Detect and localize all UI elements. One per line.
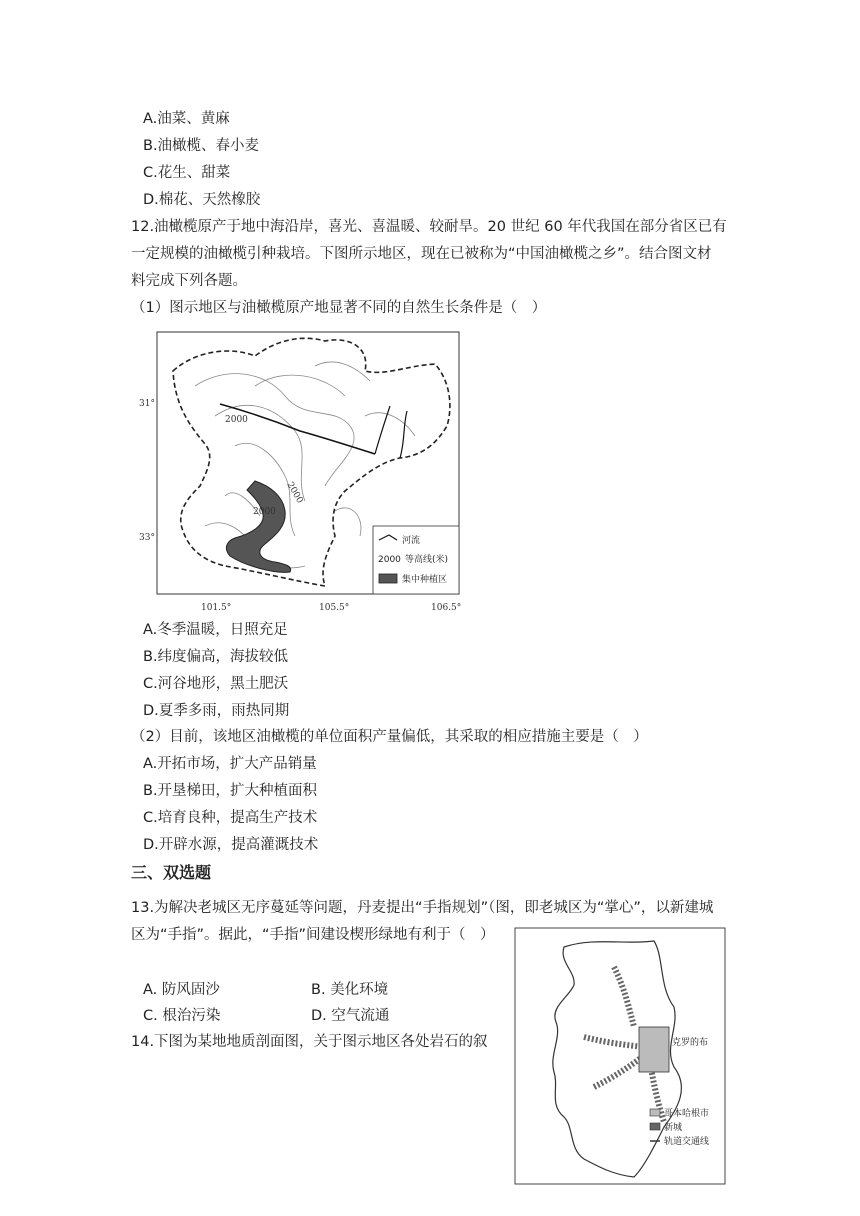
lon-label-101-5: 101.5° (201, 603, 232, 613)
legend-newtown: 新城 (664, 1123, 683, 1133)
river-branch (375, 406, 407, 458)
olive-region-map-svg (135, 326, 475, 616)
finger-west (584, 1037, 644, 1047)
lon-label-106-5: 106.5° (431, 603, 462, 613)
finger-plan-map-svg (514, 927, 726, 1187)
olive-region-map (135, 326, 475, 616)
q12-sub2-option-b: B.开垦梯田，扩大种植面积 (143, 783, 318, 799)
map-legend (373, 526, 459, 594)
q11-option-c: C.花生、甜菜 (143, 165, 231, 181)
contour-label-2: 2000 (284, 480, 305, 506)
q12-stem-line-3: 料完成下列各题。 (131, 273, 247, 289)
q12-sub1-option-b: B.纬度偏高，海拔较低 (143, 649, 289, 665)
city-label: 克罗的布 (672, 1038, 709, 1048)
finger-southwest (594, 1057, 642, 1087)
q13-option-a: A. 防风固沙 (143, 982, 220, 998)
q13-option-c: C. 根治污染 (143, 1008, 221, 1024)
lat-label-33: 33° (139, 533, 155, 543)
lat-label-31: 31° (139, 399, 155, 409)
copenhagen-core (639, 1027, 669, 1072)
contour-label-3: 2000 (253, 507, 276, 517)
q12-sub1-question: （1）图示地区与油橄榄原产地显著不同的自然生长条件是（ ） (131, 300, 547, 316)
q12-sub2-option-a: A.开拓市场，扩大产品销量 (143, 756, 317, 772)
q11-option-d: D.棉花、天然橡胶 (143, 192, 261, 208)
q12-sub1-option-a: A.冬季温暖，日照充足 (143, 622, 288, 638)
legend-rail: 轨道交通线 (664, 1137, 710, 1147)
area-legend-swatch (379, 574, 397, 583)
contour-label-1: 2000 (225, 415, 248, 425)
q11-option-b: B.油橄榄、春小麦 (143, 138, 260, 154)
q12-sub2-question: （2）目前，该地区油橄榄的单位面积产量偏低，其采取的相应措施主要是（ ） (131, 729, 648, 745)
legend-river: 河流 (402, 536, 421, 546)
legend-newtown-swatch (650, 1123, 660, 1130)
q12-sub2-option-d: D.开辟水源，提高灌溉技术 (143, 837, 319, 853)
q11-option-a: A.油菜、黄麻 (143, 111, 230, 127)
q12-stem-line-2: 一定规模的油橄榄引种栽培。下图所示地区，现在已被称为“中国油橄榄之乡”。结合图文材 (131, 246, 712, 262)
q12-stem-line-1: 12.油橄榄原产于地中海沿岸，喜光、喜温暖、较耐旱。20 世纪 60 年代我国在部分省区已有 (131, 219, 727, 235)
finger-north (614, 967, 634, 1027)
lon-label-105-5: 105.5° (319, 603, 350, 613)
q14-stem: 14.下图为某地地质剖面图，关于图示地区各处岩石的叙 (131, 1034, 488, 1050)
section-heading: 三、双选题 (131, 863, 212, 882)
cultivation-area (226, 481, 290, 572)
finger-plan-map (514, 927, 726, 1187)
legend-area: 集中种植区 (402, 575, 448, 585)
q13-stem-line-1: 13.为解决老城区无序蔓延等问题，丹麦提出“手指规划”（图，即老城区为“掌心”，以新建城 (131, 900, 714, 916)
q13-option-b: B. 美化环境 (311, 982, 389, 998)
q13-option-d: D. 空气流通 (311, 1008, 390, 1024)
legend-contour-value: 2000 (378, 555, 401, 565)
legend-city-swatch (650, 1109, 660, 1116)
legend-contour: 等高线(米) (405, 555, 449, 565)
q13-stem-line-2: 区为“手指”。据此，“手指”间建设楔形绿地有利于（ ） (131, 927, 495, 943)
q12-sub1-option-d: D.夏季多雨，雨热同期 (143, 703, 290, 719)
q12-sub2-option-c: C.培育良种，提高生产技术 (143, 810, 318, 826)
q12-sub1-option-c: C.河谷地形，黑土肥沃 (143, 676, 289, 692)
legend-city: 哥本哈根市 (664, 1109, 710, 1119)
